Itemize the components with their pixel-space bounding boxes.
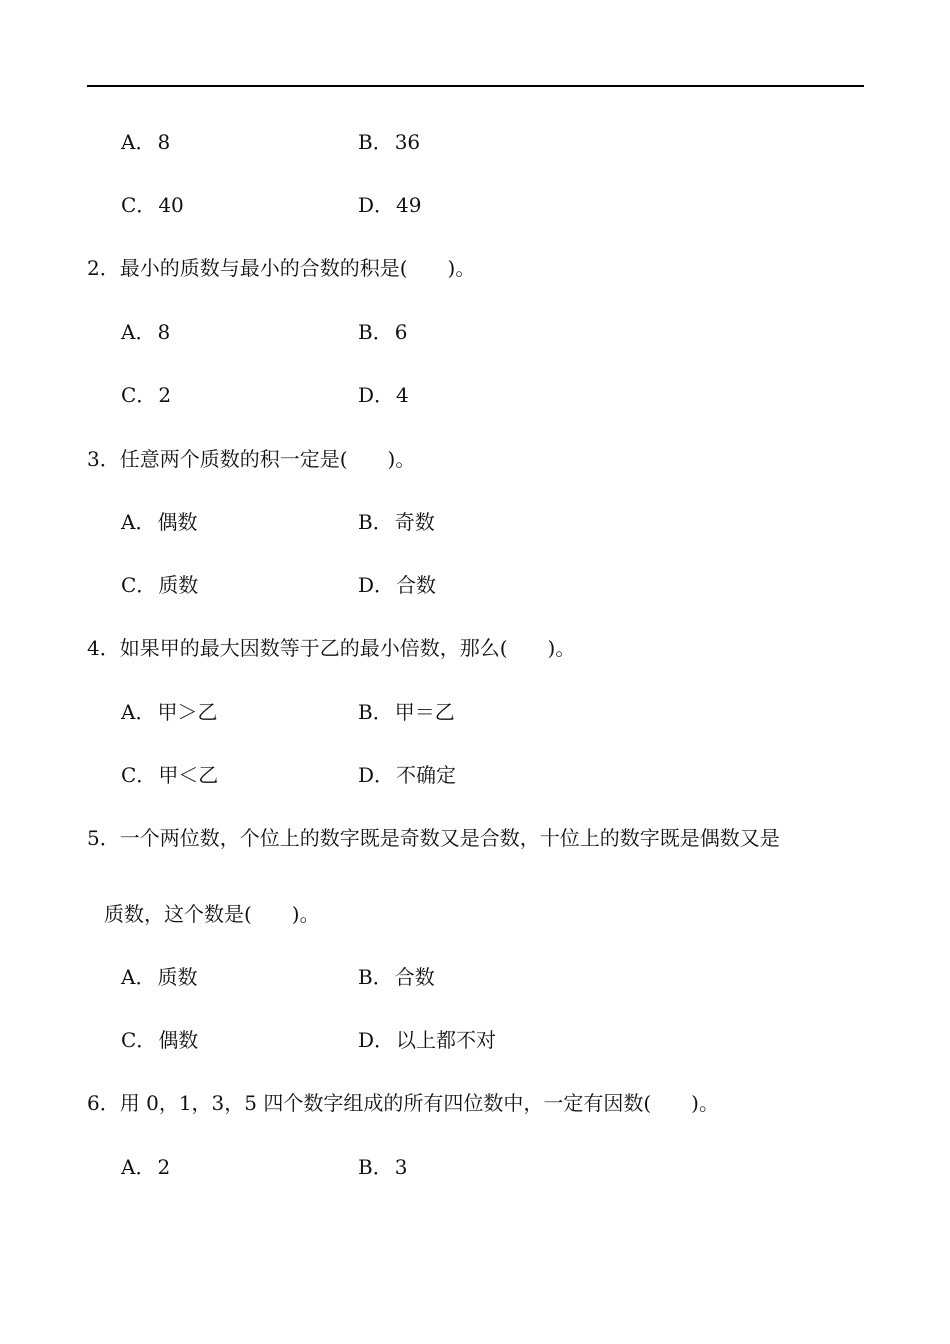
q3-stem: [87, 447, 415, 471]
q5-option-d: D． 以上都不对: [358, 1028, 497, 1052]
q6-text: 用 0，1，3，5 四个数字组成的所有四位数中，一定有因数( )。: [119, 1091, 719, 1115]
q3-number: 3．: [87, 447, 120, 471]
q6-option-b: B． 3: [358, 1155, 408, 1179]
q2-text: 最小的质数与最小的合数的积是( )。: [119, 256, 476, 280]
q6-stem: [87, 1091, 719, 1115]
q5-option-c: C． 偶数: [121, 1028, 199, 1052]
q4-option-a: A． 甲＞乙: [121, 700, 218, 724]
q2-option-b: B． 6: [358, 320, 408, 344]
q5-stem: [87, 826, 780, 850]
q1-option-a: A． 8: [121, 130, 171, 154]
q2-option-a: A． 8: [121, 320, 171, 344]
q3-text: 任意两个质数的积一定是( )。: [119, 447, 416, 471]
q2-number: 2．: [87, 256, 120, 280]
q3-option-d: D． 合数: [358, 573, 437, 597]
q4-option-b: B． 甲＝乙: [358, 700, 455, 724]
q5-option-b: B． 合数: [358, 965, 435, 989]
q4-option-c: C． 甲＜乙: [121, 763, 219, 787]
q3-option-c: C． 质数: [121, 573, 199, 597]
q3-option-b: B． 奇数: [358, 510, 435, 534]
q5-number: 5．: [87, 826, 120, 850]
q4-text: 如果甲的最大因数等于乙的最小倍数，那么( )。: [119, 636, 576, 660]
q4-stem: [87, 636, 575, 660]
q5-option-a: A． 质数: [121, 965, 198, 989]
q3-option-a: A． 偶数: [121, 510, 198, 534]
q2-option-c: C． 2: [121, 383, 172, 407]
q1-option-b: B． 36: [358, 130, 421, 154]
q1-option-d: D． 49: [358, 193, 422, 217]
q1-option-c: C． 40: [121, 193, 184, 217]
q5-stem-continued: 质数，这个数是( )。: [104, 902, 320, 926]
q2-stem: [87, 256, 475, 280]
q4-option-d: D． 不确定: [358, 763, 457, 787]
q4-number: 4．: [87, 636, 120, 660]
q5-text: 一个两位数，个位上的数字既是奇数又是合数，十位上的数字既是偶数又是: [119, 826, 780, 850]
header-rule: [87, 85, 864, 87]
q6-number: 6．: [87, 1091, 120, 1115]
q6-option-a: A． 2: [121, 1155, 171, 1179]
q2-option-d: D． 4: [358, 383, 409, 407]
